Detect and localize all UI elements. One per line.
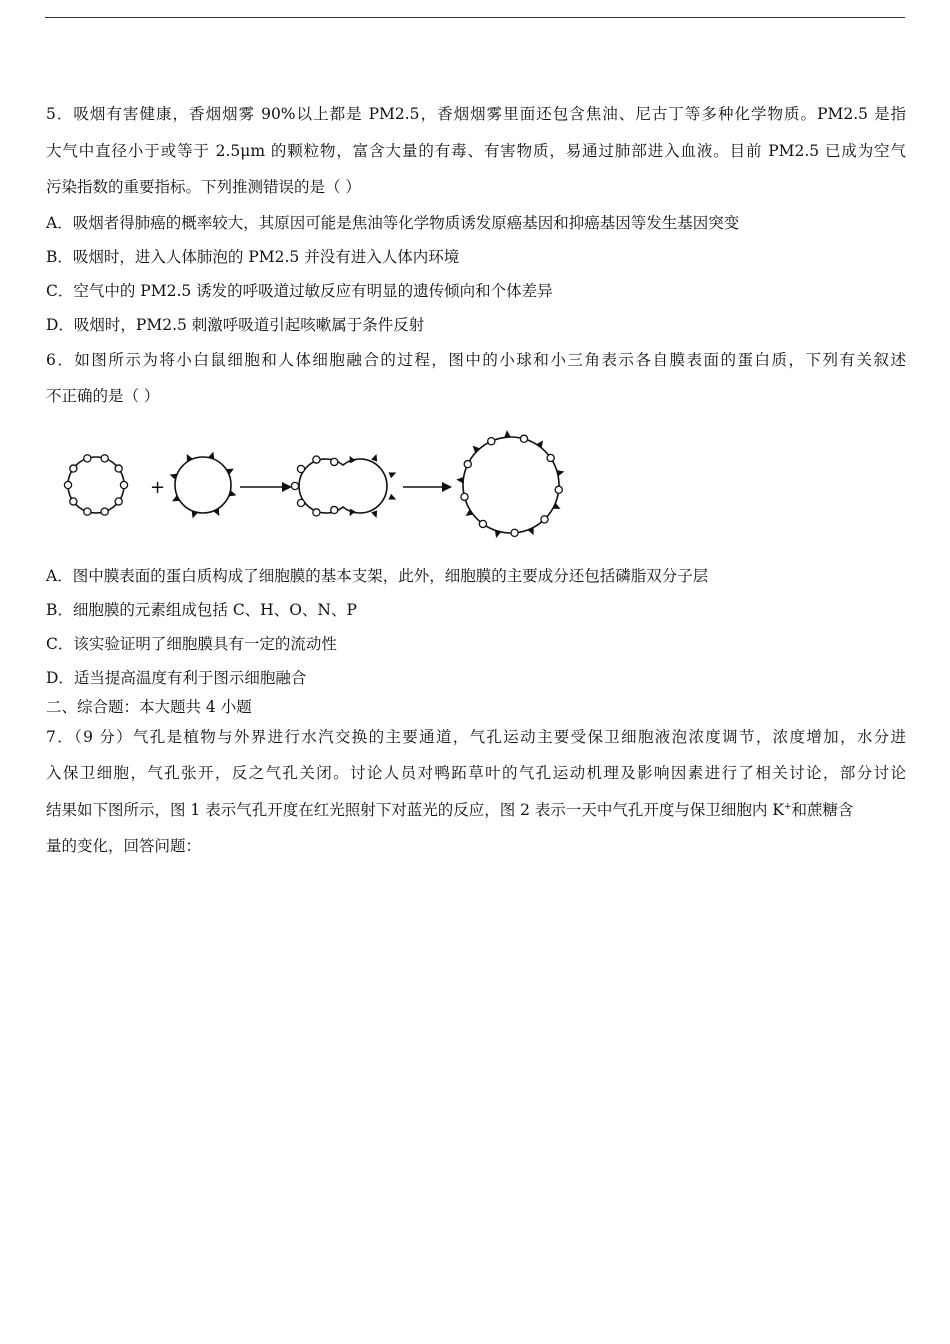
q6-option-b: B．细胞膜的元素组成包括 C、H、O、N、P (46, 600, 357, 619)
protein-ball (331, 506, 338, 513)
q7-stem-line-1: 7．（9 分）气孔是植物与外界进行水汽交换的主要通道，气孔运动主要受保卫细胞液泡浓度调节，浓度增加，水分进 (46, 727, 906, 746)
protein-triangle (504, 430, 510, 437)
header-rule (45, 17, 905, 18)
cell-membrane (68, 457, 124, 513)
protein-ball (331, 458, 338, 465)
protein-triangle (389, 493, 397, 499)
protein-triangle (456, 477, 463, 483)
q5-option-c: C．空气中的 PM2.5 诱发的呼吸道过敏反应有明显的遗传倾向和个体差异 (46, 281, 553, 300)
protein-triangle (371, 454, 377, 462)
q5-option-a: A．吸烟者得肺癌的概率较大，其原因可能是焦油等化学物质诱发原癌基因和抑癌基因等发生基因突变 (46, 213, 740, 232)
protein-ball (464, 460, 471, 467)
q5-option-d: D．吸烟时，PM2.5 刺激呼吸道引起咳嗽属于条件反射 (46, 315, 425, 334)
protein-ball (520, 435, 527, 442)
q5-stem-line-3: 污染指数的重要指标。下列推测错误的是（ ） (46, 178, 361, 196)
protein-ball (297, 499, 304, 506)
fusing-membrane (299, 459, 387, 513)
protein-ball (313, 508, 320, 515)
protein-ball (115, 464, 122, 471)
protein-ball (297, 465, 304, 472)
protein-ball (115, 497, 122, 504)
protein-ball (120, 481, 127, 488)
question-6 (46, 342, 906, 695)
question-7 (46, 719, 906, 865)
protein-ball (541, 515, 548, 522)
protein-ball (488, 437, 495, 444)
q7-stem-line-2: 入保卫细胞，气孔张开，反之气孔关闭。讨论人员对鸭跖草叶的气孔运动机理及影响因素进行了相关讨论，部分讨论 (46, 764, 906, 782)
mouse-cell (64, 454, 127, 514)
q6-stem-line-2: 不正确的是（ ） (46, 387, 160, 405)
protein-ball (511, 529, 518, 536)
fusing-cell (291, 454, 396, 518)
q6-option-c: C．该实验证明了细胞膜具有一定的流动性 (46, 634, 337, 653)
q6-option-a: A．图中膜表面的蛋白质构成了细胞膜的基本支架，此外，细胞膜的主要成分还包括磷脂双分子层 (46, 566, 709, 585)
k-ion-superscript: + (783, 801, 792, 812)
protein-ball (461, 493, 468, 500)
arrow-2 (403, 482, 452, 492)
protein-ball (555, 486, 562, 493)
q5-stem-line-1: 5．吸烟有害健康，香烟烟雾 90%以上都是 PM2.5，香烟烟雾里面还包含焦油、尼古丁等多种化学物质。PM2.5 是指 (46, 105, 906, 123)
q5-option-b: B．吸烟时，进入人体肺泡的 PM2.5 并没有进入人体内环境 (46, 247, 460, 266)
question-5 (46, 96, 906, 342)
protein-ball (313, 455, 320, 462)
protein-ball (84, 454, 91, 461)
cell-fusion-figure (46, 427, 906, 555)
protein-triangle (389, 472, 397, 478)
hybrid-cell (456, 430, 564, 538)
q7-stem-line-3-main: 结果如下图所示，图 1 表示气孔开度在红光照射下对蓝光的反应，图 2 表示一天中气孔开度与保卫细胞内 K (46, 800, 784, 819)
protein-triangle (371, 510, 377, 518)
protein-ball (70, 497, 77, 504)
document-body (46, 96, 906, 865)
q7-stem-line-4: 量的变化，回答问题： (46, 837, 202, 855)
q7-stem-line-3 (46, 792, 906, 829)
protein-ball (479, 520, 486, 527)
plus-sign: + (150, 476, 166, 498)
protein-ball (291, 482, 298, 489)
human-cell (170, 451, 237, 518)
q6-stem-line-1: 6．如图所示为将小白鼠细胞和人体细胞融合的过程，图中的小球和小三角表示各自膜表面的蛋白质，下列有关叙述 (46, 350, 906, 369)
q6-option-d: D．适当提高温度有利于图示细胞融合 (46, 668, 307, 687)
protein-ball (70, 464, 77, 471)
cell-membrane (175, 457, 231, 513)
cell-fusion-diagram (60, 427, 580, 547)
protein-ball (101, 508, 108, 515)
section-heading: 二、综合题：本大题共 4 小题 (46, 697, 252, 716)
arrow-1 (240, 482, 292, 492)
protein-ball (64, 481, 71, 488)
protein-ball (101, 454, 108, 461)
protein-ball (84, 508, 91, 515)
q5-stem-line-2: 大气中直径小于或等于 2.5μm 的颗粒物，富含大量的有毒、有害物质，易通过肺部进入血液。目前 PM2.5 已成为空气 (46, 141, 906, 160)
protein-triangle (473, 445, 480, 452)
q7-stem-line-3-tail: 和蔗糖含 (791, 800, 854, 819)
protein-ball (547, 454, 554, 461)
